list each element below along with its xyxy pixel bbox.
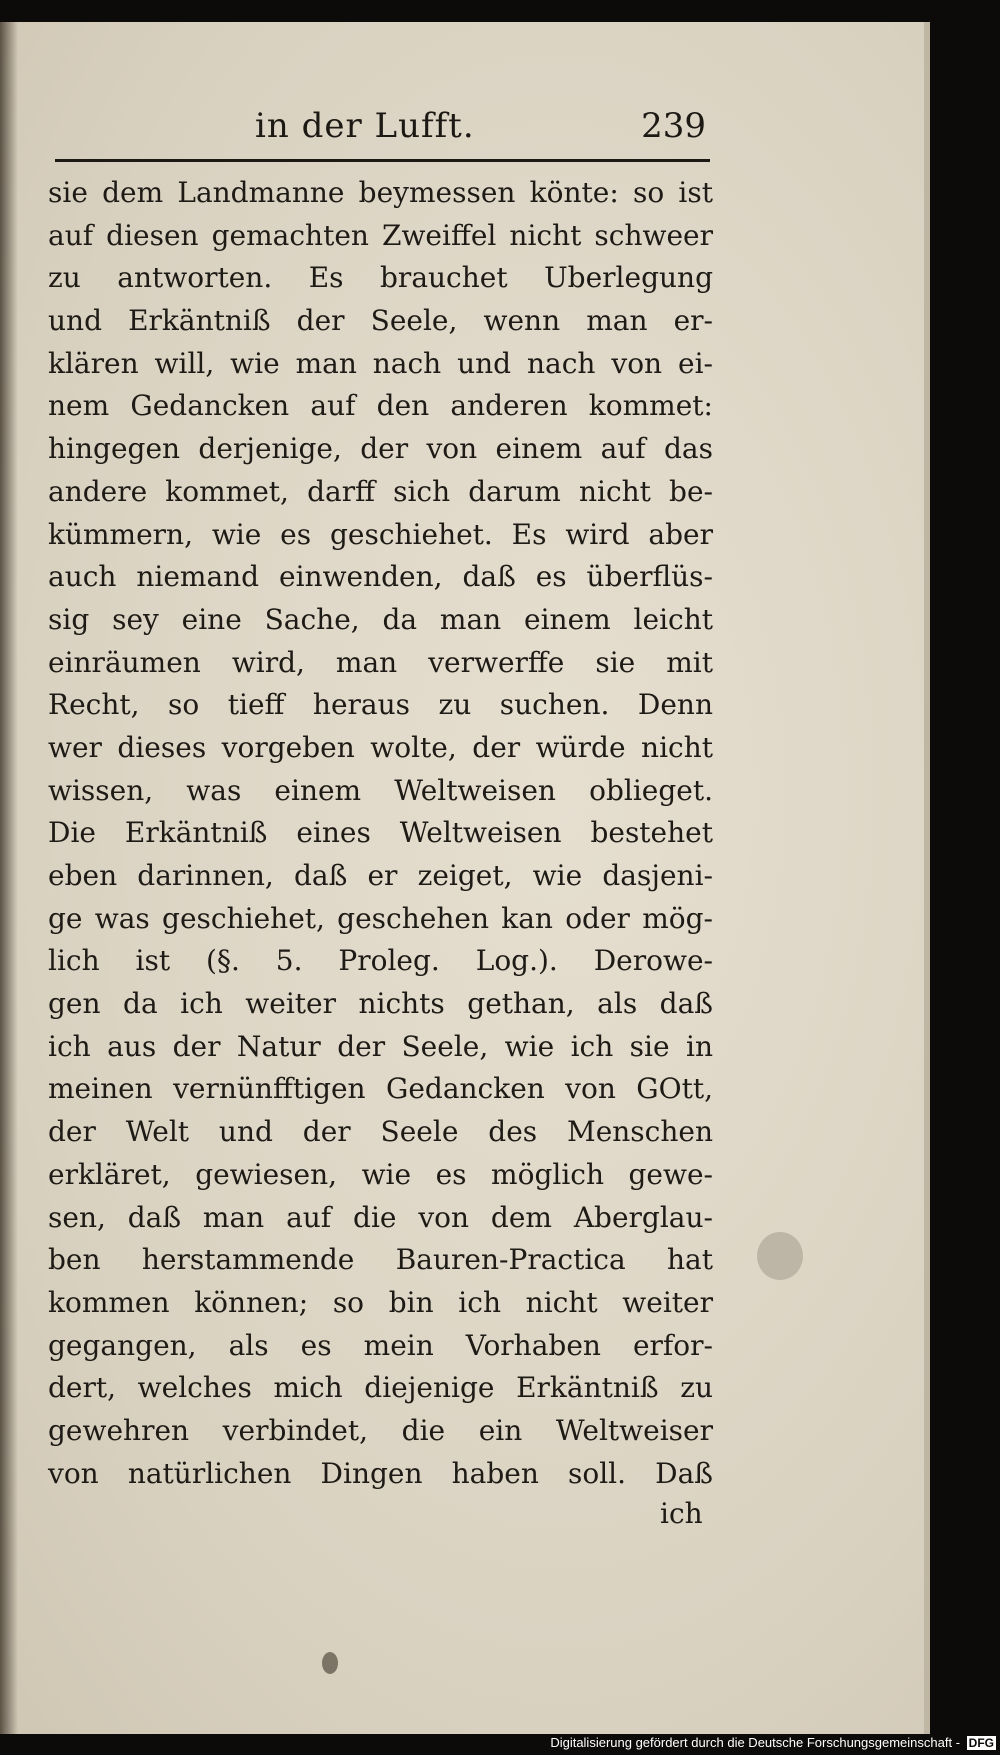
text-line: nem Gedancken auf den anderen kommet: (48, 389, 713, 423)
text-line: der Welt und der Seele des Menschen (48, 1115, 713, 1149)
text-line: sen, daß man auf die von dem Aberglau- (48, 1200, 713, 1234)
ink-spot (322, 1652, 338, 1674)
text-line: ge was geschiehet, geschehen kan oder mög- (48, 901, 713, 935)
text-line: sig sey eine Sache, da man einem leicht (48, 602, 713, 636)
text-line: zu antworten. Es brauchet Uberlegung (48, 261, 713, 295)
text-line: lich ist (§. 5. Proleg. Log.). Derowe- (48, 944, 713, 978)
text-line: und Erkäntniß der Seele, wenn man er- (48, 304, 713, 338)
credit-text: Digitalisierung gefördert durch die Deutsche Forschungsgemeinschaft - (550, 1735, 961, 1750)
page-edge (924, 22, 930, 1734)
text-line: ich aus der Natur der Seele, wie ich sie in (48, 1029, 713, 1063)
text-line: andere kommet, darff sich darum nicht be- (48, 474, 713, 508)
page-number: 239 (641, 106, 706, 146)
text-line: erkläret, gewiesen, wie es möglich gewe- (48, 1157, 713, 1191)
text-line: einräumen wird, man verwerffe sie mit (48, 645, 713, 679)
text-line: gegangen, als es mein Vorhaben erfor- (48, 1328, 713, 1362)
text-line: gen da ich weiter nichts gethan, als daß (48, 987, 713, 1021)
paper-stain (757, 1232, 803, 1280)
text-line: Recht, so tieff heraus zu suchen. Denn (48, 688, 713, 722)
catchword: ich (660, 1497, 703, 1530)
page-gutter-shadow (0, 22, 18, 1734)
header-rule (55, 159, 710, 162)
text-line: auch niemand einwenden, daß es überflüs- (48, 560, 713, 594)
text-line: dert, welches mich diejenige Erkäntniß zu (48, 1371, 713, 1405)
text-line: ben herstammende Bauren-Practica hat (48, 1243, 713, 1277)
dfg-logo: DFG (968, 1736, 994, 1750)
book-page (0, 22, 930, 1734)
text-line: kommen können; so bin ich nicht weiter (48, 1285, 713, 1319)
text-line: gewehren verbindet, die ein Weltweiser (48, 1413, 713, 1447)
text-line: hingegen derjenige, der von einem auf das (48, 432, 713, 466)
text-line: sie dem Landmanne beymessen könte: so ist (48, 176, 713, 209)
text-line: auf diesen gemachten Zweiffel nicht schweer (48, 218, 713, 252)
text-line: klären will, wie man nach und nach von ei- (48, 346, 713, 380)
text-line: kümmern, wie es geschiehet. Es wird aber (48, 517, 713, 551)
running-title: in der Lufft. (255, 106, 475, 146)
page-header (55, 92, 710, 162)
digitization-credit (550, 1735, 996, 1750)
text-line: Die Erkäntniß eines Weltweisen bestehet (48, 816, 713, 850)
text-line: wer dieses vorgeben wolte, der würde nicht (48, 730, 713, 764)
text-line: meinen vernünfftigen Gedancken von GOtt, (48, 1072, 713, 1106)
text-line: wissen, was einem Weltweisen oblieget. (48, 773, 713, 807)
body-text (48, 172, 713, 1495)
text-line: von natürlichen Dingen haben soll. Daß (48, 1456, 713, 1490)
text-line: eben darinnen, daß er zeiget, wie dasjeni- (48, 859, 713, 892)
